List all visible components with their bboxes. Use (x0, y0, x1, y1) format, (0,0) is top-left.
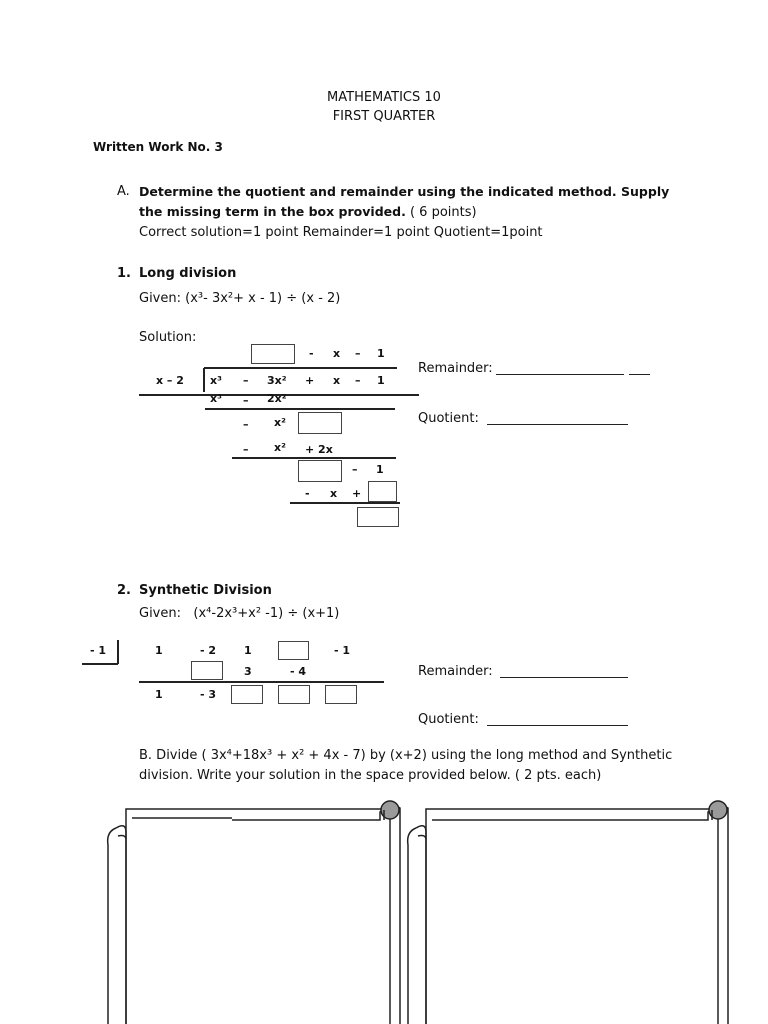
work-title: Written Work No. 3 (93, 140, 223, 154)
step-1-term: x³ (210, 392, 222, 405)
synthetic-row-2-value: - 4 (290, 665, 307, 678)
part-b-line-1: B. Divide ( 3x⁴+18x³ + x² + 4x - 7) by (x+2) using the long method and Synthetic (139, 748, 673, 763)
step-5-term: - (305, 487, 310, 500)
dividend-term: 1 (377, 374, 385, 387)
part-b-line-2: division. Write your solution in the space provided below. ( 2 pts. each) (139, 768, 602, 783)
synthetic-row-3-value: - 3 (200, 688, 217, 701)
synthetic-divisor: - 1 (90, 644, 107, 657)
step-4-term: 1 (376, 463, 384, 476)
quotient-tail-term: 1 (377, 347, 385, 360)
step-1-term: – (243, 394, 249, 407)
dividend-term: + (305, 374, 315, 387)
item-1-title: Long division (139, 266, 237, 281)
scroll-right-side-curl (416, 826, 426, 840)
part-a-scoring: Correct solution=1 point Remainder=1 point Quotient=1point (139, 225, 543, 240)
dividend-term: x³ (210, 374, 222, 387)
item-1-quotient-label: Quotient: (418, 411, 479, 426)
item-2-quotient-label: Quotient: (418, 712, 479, 727)
synthetic-row-1-coef: - 2 (200, 644, 217, 657)
step-2-term: – (243, 418, 249, 431)
dividend-term: x (333, 374, 341, 387)
subject-title: MATHEMATICS 10 (327, 90, 441, 105)
part-a-instruction-2-text: the missing term in the box provided. (139, 204, 406, 219)
synthetic-row-3-value: 1 (155, 688, 163, 701)
step-2-term: x² (274, 416, 286, 429)
item-2-given-expr: (x⁴-2x³+x² -1) ÷ (x+1) (193, 606, 340, 621)
scroll-frame-right (408, 801, 728, 1024)
synthetic-row-1-coef: - 1 (334, 644, 351, 657)
step-1-term: 2x² (267, 392, 287, 405)
item-1-given-label: Given: (139, 291, 181, 306)
item-1-number: 1. (117, 266, 131, 281)
item-2-title: Synthetic Division (139, 583, 272, 598)
dividend-term: – (243, 374, 249, 387)
quarter-title: FIRST QUARTER (332, 109, 436, 124)
step-4-term: – (352, 463, 358, 476)
item-1-solution-label: Solution: (139, 330, 197, 345)
scroll-right-body (426, 809, 718, 1024)
quotient-tail-term: - (309, 347, 314, 360)
scroll-left-side-curl (116, 826, 126, 840)
synthetic-row-2-value: 3 (244, 665, 252, 678)
dividend-term: 3x² (267, 374, 287, 387)
step-3-term: – (243, 443, 249, 456)
step-3-term: x² (274, 441, 286, 454)
part-a-letter: A. (117, 184, 130, 199)
item-2-remainder-label: Remainder: (418, 664, 493, 679)
step-5-term: + (352, 487, 362, 500)
scroll-left-body (126, 809, 390, 1024)
scroll-frame-left (108, 801, 400, 1024)
dividend-term: – (355, 374, 361, 387)
item-2-number: 2. (117, 583, 131, 598)
step-3-term: + 2x (305, 443, 333, 456)
quotient-tail-term: – (355, 347, 361, 360)
synthetic-row-1-coef: 1 (244, 644, 252, 657)
part-a-points: ( 6 points) (409, 205, 477, 220)
divisor: x – 2 (156, 374, 184, 387)
item-1-given-expr: (x³- 3x²+ x - 1) ÷ (x - 2) (185, 291, 341, 306)
quotient-tail-term: x (333, 347, 341, 360)
step-5-term: x (330, 487, 338, 500)
part-a-instruction-1: Determine the quotient and remainder using the indicated method. Supply (139, 184, 670, 199)
synthetic-row-1-coef: 1 (155, 644, 163, 657)
item-2-given-label: Given: (139, 606, 181, 621)
item-1-remainder-label: Remainder: (418, 361, 493, 376)
